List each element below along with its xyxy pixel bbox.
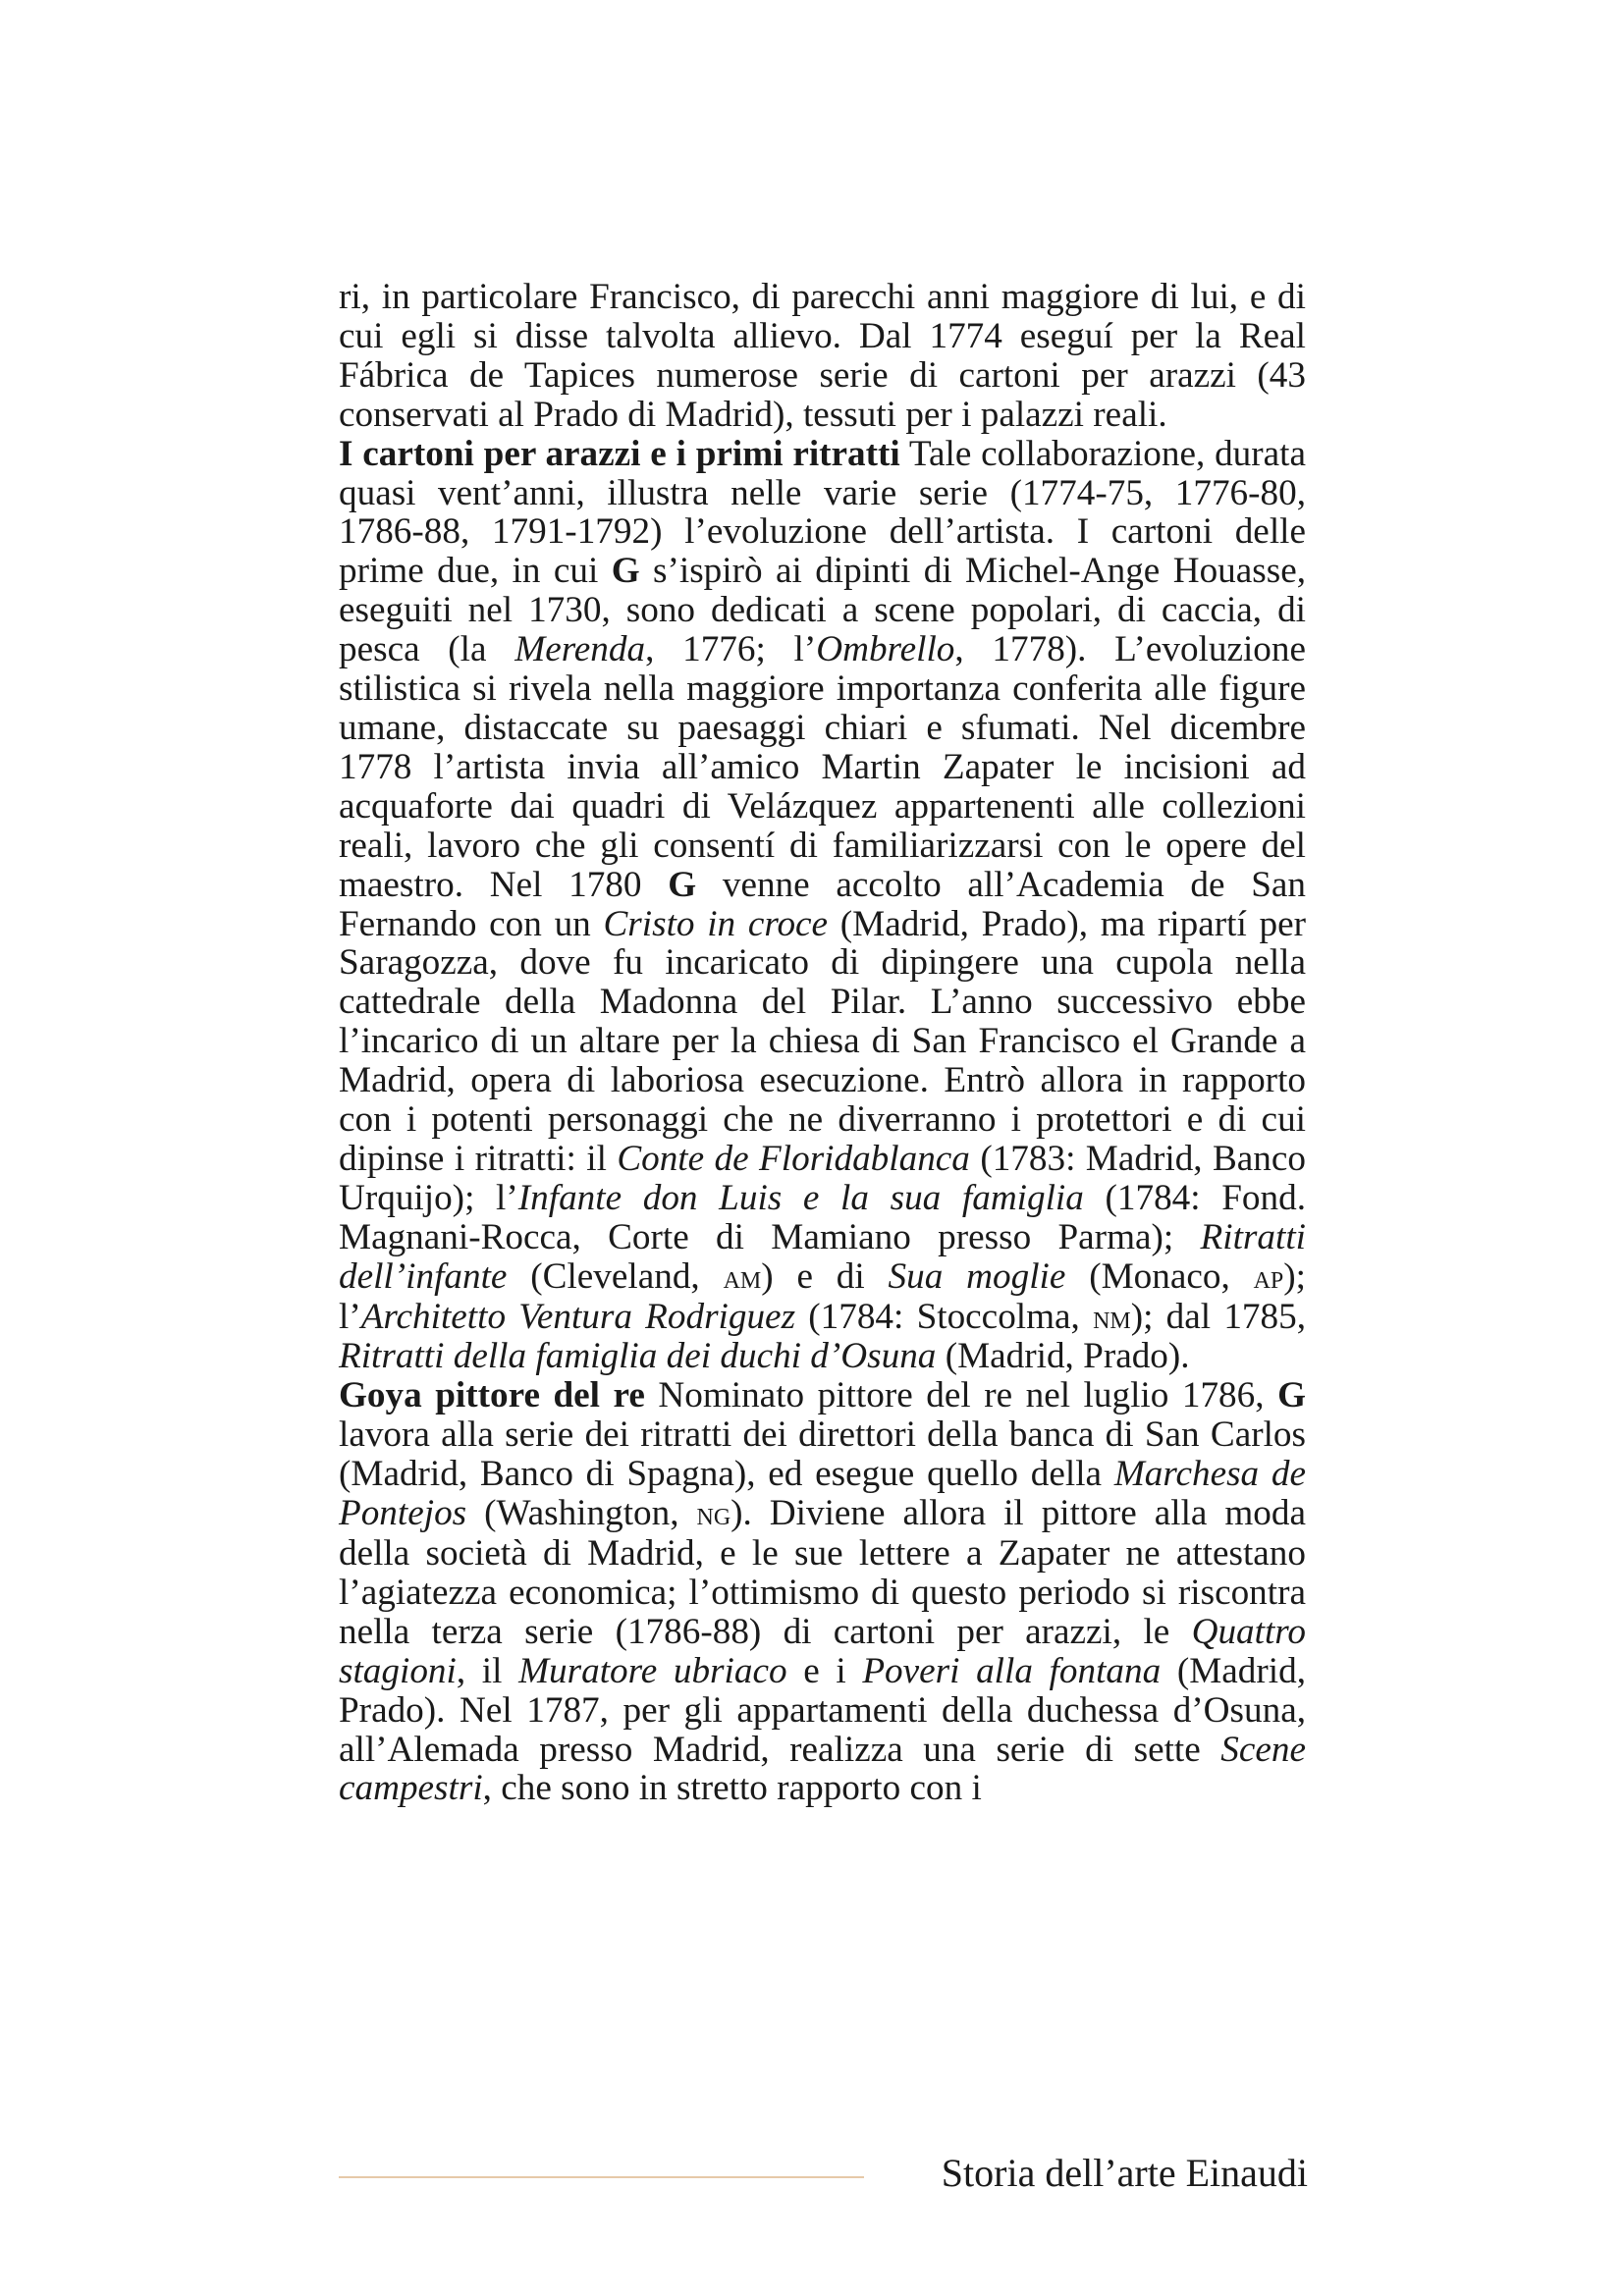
text-run: ); dal 1785, — [1130, 1296, 1306, 1337]
paragraph — [339, 278, 1306, 435]
footer-title: Storia dell’arte Einaudi — [941, 2151, 1308, 2195]
body-text — [339, 278, 1306, 1808]
museum-abbreviation: nm — [1093, 1299, 1131, 1336]
text-run: (1784: Stoccolma, — [795, 1296, 1094, 1337]
text-run: ); l’ — [339, 1255, 1306, 1337]
museum-abbreviation: am — [723, 1258, 762, 1296]
artwork-title: Infante don Luis e la sua famiglia — [517, 1177, 1084, 1218]
museum-abbreviation: ng — [696, 1496, 731, 1533]
author-initial: G — [668, 864, 697, 905]
text-run: (Madrid, Prado). Nel 1787, per gli appartamenti della duchessa d’Osuna, all’Alemada presso Madrid, realizza una serie di sette — [339, 1650, 1306, 1770]
text-run: s’ispirò ai dipinti di Michel-Ange Houasse, eseguiti nel 1730, sono dedicati a scene popolari, di caccia, di pesca (la — [339, 551, 1307, 670]
text-run: Tale collaborazione, durata quasi vent’anni, illustra nelle varie serie (1774-75, 1776-80, 1786-88, 1791-1792) l’evoluzione dell’artista. I cartoni delle prime due, in cui — [339, 433, 1306, 592]
artwork-title: Ritratti dell’infante — [339, 1216, 1306, 1297]
artwork-title: Ritratti della famiglia dei duchi d’Osuna — [339, 1336, 937, 1377]
artwork-title: Cristo in croce — [603, 903, 829, 944]
footer-rule — [339, 2176, 864, 2178]
museum-abbreviation: ap — [1253, 1258, 1284, 1296]
text-run: (1784: Fond. Magnani-Rocca, Corte di Mamiano presso Parma); — [339, 1177, 1306, 1257]
text-run: Nominato pittore del re nel luglio 1786, — [644, 1375, 1278, 1416]
text-run: ) e di — [761, 1255, 889, 1297]
artwork-title: Marchesa de Pontejos — [339, 1454, 1307, 1534]
text-run: , che sono in stretto rapporto con i — [482, 1768, 982, 1809]
text-run: (Washington, — [466, 1493, 697, 1534]
artwork-title: Merenda — [514, 629, 646, 670]
artwork-title: Quattro stagioni — [339, 1611, 1306, 1691]
artwork-title: Muratore ubriaco — [518, 1650, 787, 1691]
text-run: (Madrid, Prado), ma ripartí per Saragozza, dove fu incaricato di dipingere una cupola nella cattedrale della Madonna del Pilar. L’anno successivo ebbe l’incarico di un altare per la chiesa di San Francisco el Grande a Madrid, opera di laboriosa esecuzione. Entrò allora in rapporto con i potenti personaggi che ne diverranno i protettori e di cui dipinse i ritratti: il — [339, 903, 1306, 1179]
text-run: , 1776; l’ — [645, 629, 817, 670]
text-run: e i — [786, 1650, 863, 1691]
text-run: ri, in particolare Francisco, di parecchi anni maggiore di lui, e di cui egli si disse talvolta allievo. Dal 1774 eseguí per la Real Fábrica de Tapices numerose serie di cartoni per arazzi (43 conservati al Prado di Madrid), tessuti per i palazzi reali. — [339, 277, 1306, 435]
paragraph — [339, 435, 1306, 1377]
artwork-title: Conte de Floridablanca — [617, 1138, 970, 1179]
text-run: , 1778). L’evoluzione stilistica si rivela nella maggiore importanza conferita alle figure umane, distaccate su paesaggi chiari e sfumati. Nel dicembre 1778 l’artista invia all’amico Martin Zapater le incisioni ad acquaforte dai quadri di Velázquez appartenenti alle collezioni reali, lavoro che gli consentí di familiarizzarsi con le opere del maestro. Nel 1780 — [339, 629, 1306, 905]
artwork-title: Scene campestri — [339, 1729, 1306, 1809]
artwork-title: Sua moglie — [888, 1255, 1066, 1297]
text-run: (Cleveland, — [507, 1255, 724, 1297]
artwork-title: Architetto Ventura Rodriguez — [360, 1296, 796, 1337]
paragraph — [339, 1376, 1306, 1808]
text-run: lavora alla serie dei ritratti dei direttori della banca di San Carlos (Madrid, Banco di Spagna), ed esegue quello della — [339, 1415, 1306, 1495]
artwork-title: Ombrello — [816, 629, 955, 670]
text-run: , il — [456, 1650, 519, 1691]
text-run: (1783: Madrid, Banco Urquijo); l’ — [339, 1138, 1306, 1218]
section-heading: I cartoni per arazzi e i primi ritratti — [339, 433, 900, 474]
text-run: (Madrid, Prado). — [936, 1336, 1190, 1377]
artwork-title: Poveri alla fontana — [862, 1650, 1162, 1691]
section-heading: Goya pittore del re — [339, 1375, 645, 1416]
text-run: venne accolto all’Academia de San Fernando con un — [339, 864, 1306, 944]
text-run: (Monaco, — [1065, 1255, 1254, 1297]
author-initial: G — [611, 551, 640, 592]
text-run: ). Diviene allora il pittore alla moda della società di Madrid, e le sue lettere a Zapater ne attestano l’agiatezza economica; l’ottimismo di questo periodo si riscontra nella terza serie (1786-88) di cartoni per arazzi, le — [339, 1493, 1306, 1652]
author-initial: G — [1277, 1375, 1306, 1416]
